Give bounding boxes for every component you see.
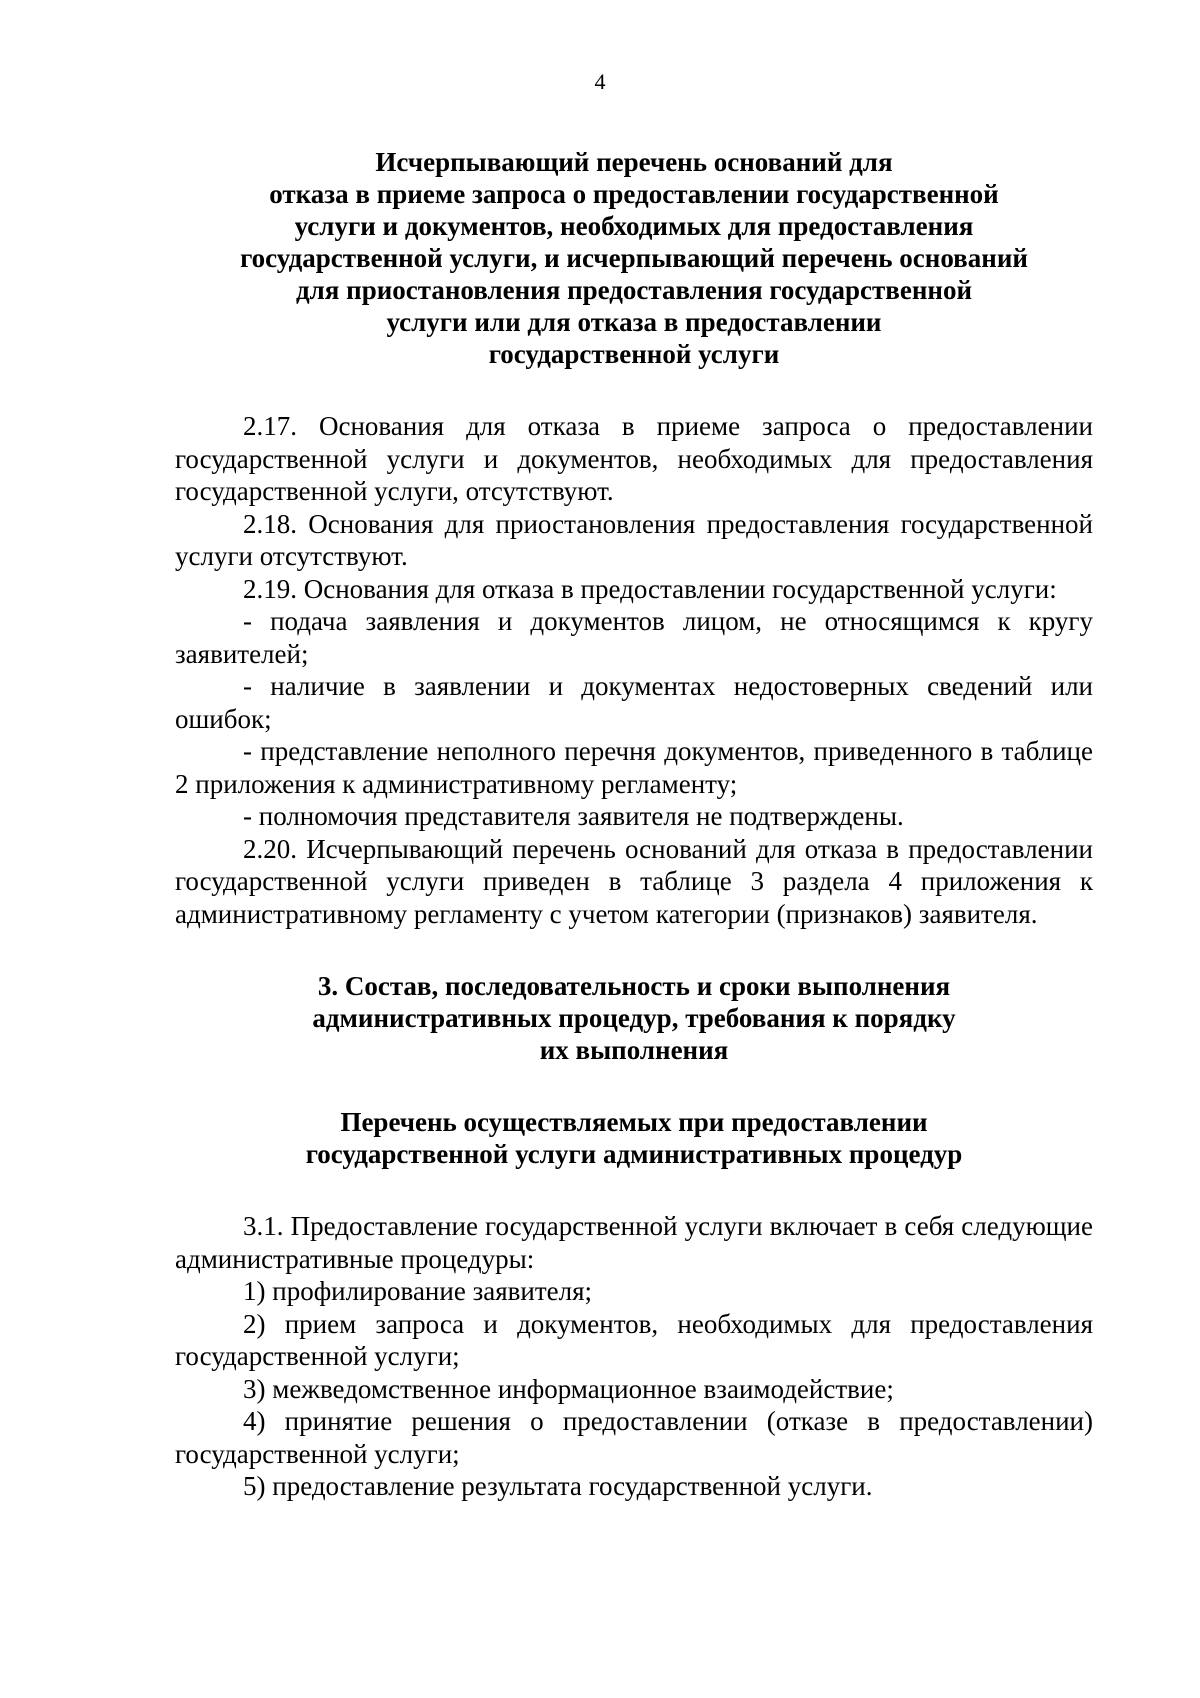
list-item: 5) предоставление результата государственной услуги. <box>243 1471 873 1501</box>
heading-line: отказа в приеме запроса о предоставлении государственной <box>269 179 999 209</box>
paragraph-2-19: 2.19. Основания для отказа в предоставлении государственной услуги: <box>243 573 1057 604</box>
list-item: 1) профилирование заявителя; <box>243 1276 593 1306</box>
heading-line: услуги или для отказа в предоставлении <box>386 307 882 337</box>
paragraph-2-18: 2.18. Основания для приостановления предоставления государственной услуги отсутствуют. <box>175 508 1093 571</box>
list-item: 2) прием запроса и документов, необходимых для предоставления государственной услуги; <box>175 1308 1093 1371</box>
section-3-heading <box>175 970 1093 1066</box>
section-2-body <box>175 410 1093 930</box>
list-item: - представление неполного перечня документов, приведенного в таблице 2 приложения к административному регламенту; <box>175 736 1093 799</box>
heading-line: Перечень осуществляемых при предоставлении <box>340 1107 928 1137</box>
heading-line: государственной услуги, и исчерпывающий перечень оснований <box>240 243 1028 273</box>
page-content <box>175 146 1093 1503</box>
heading-line: административных процедур, требования к порядку <box>312 1003 956 1033</box>
heading-line: государственной услуги <box>488 339 780 369</box>
paragraph-3-1: 3.1. Предоставление государственной услуги включает в себя следующие административные процедуры: <box>175 1211 1093 1274</box>
heading-line: Исчерпывающий перечень оснований для <box>375 147 893 177</box>
procedures-list-heading <box>175 1106 1093 1170</box>
list-item: - подача заявления и документов лицом, не относящимся к кругу заявителей; <box>175 606 1093 669</box>
list-item: - полномочия представителя заявителя не подтверждены. <box>243 801 904 831</box>
paragraph-2-17: 2.17. Основания для отказа в приеме запроса о предоставлении государственной услуги и документов, необходимых для предоставления государственной услуги, отсутствуют. <box>175 411 1093 506</box>
heading-line: их выполнения <box>539 1035 729 1065</box>
section-3-body <box>175 1210 1093 1503</box>
heading-line: 3. Состав, последовательность и сроки выполнения <box>317 971 951 1001</box>
heading-line: государственной услуги административных процедур <box>305 1139 963 1169</box>
list-item: - наличие в заявлении и документах недостоверных сведений или ошибок; <box>175 671 1093 734</box>
heading-line: услуги и документов, необходимых для предоставления <box>294 211 974 241</box>
page-number: 4 <box>594 69 606 94</box>
refusal-grounds-heading <box>175 146 1093 370</box>
paragraph-2-20: 2.20. Исчерпывающий перечень оснований для отказа в предоставлении государственной услуги приведен в таблице 3 раздела 4 приложения к административному регламенту с учетом категории (признаков) заявителя. <box>175 833 1093 929</box>
list-item: 4) принятие решения о предоставлении (отказе в предоставлении) государственной услуги; <box>175 1406 1093 1469</box>
list-item: 3) межведомственное информационное взаимодействие; <box>243 1373 894 1404</box>
heading-line: для приостановления предоставления государственной <box>295 275 972 305</box>
